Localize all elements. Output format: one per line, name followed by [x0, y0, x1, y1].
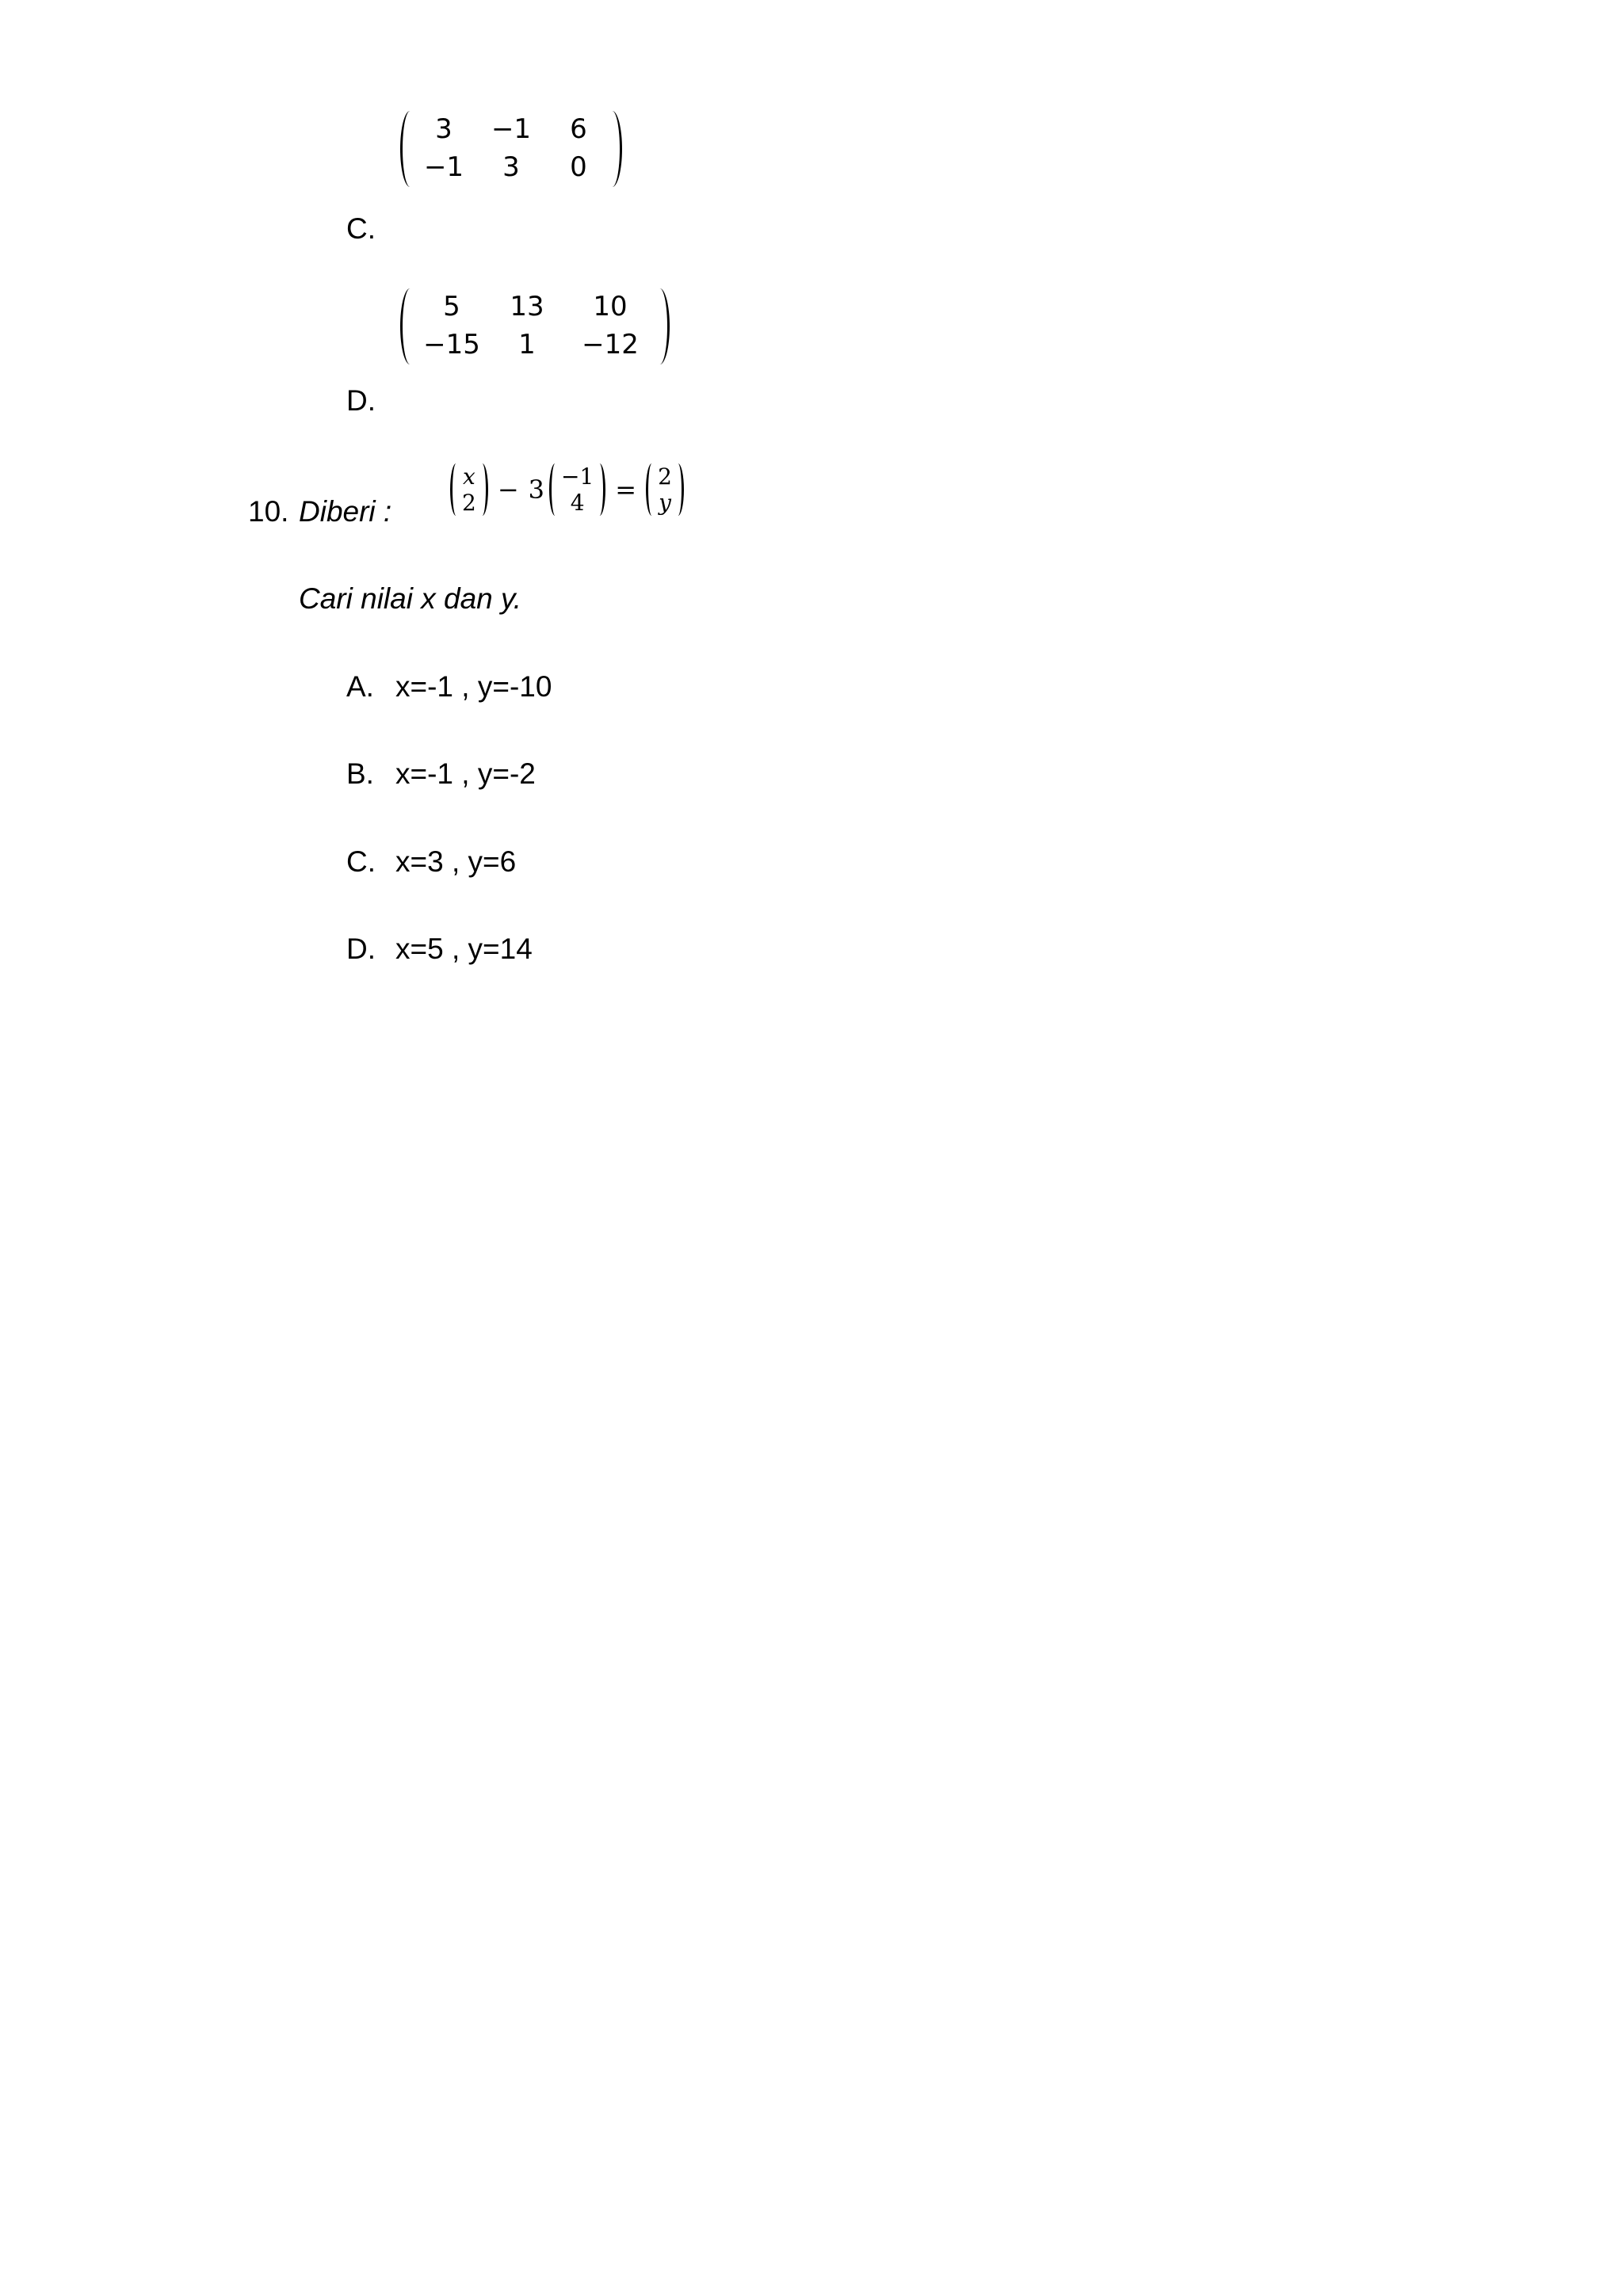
matrix-cell: 3	[435, 113, 453, 145]
minus-sign: −	[497, 475, 519, 505]
matrix-cell: 6	[570, 113, 587, 145]
vector-entry: x	[463, 463, 475, 490]
answer-option-c[interactable]	[346, 845, 517, 879]
option-letter: C.	[346, 845, 376, 878]
vector-x-2	[450, 463, 488, 516]
matrix-cell: −15	[423, 329, 480, 360]
vector-2-y	[646, 463, 684, 516]
right-paren	[476, 463, 488, 516]
matrix-cell: 5	[443, 291, 460, 322]
matrix-option-d	[400, 288, 670, 364]
left-paren	[549, 463, 561, 516]
right-paren	[594, 463, 605, 516]
option-d-letter: D.	[346, 384, 376, 417]
answer-option-b[interactable]	[346, 757, 536, 791]
vector-entry: −1	[561, 463, 594, 490]
vector-entry: 4	[570, 490, 585, 516]
vector-equation	[450, 462, 684, 517]
right-paren	[672, 463, 684, 516]
matrix-cell: 0	[570, 151, 587, 183]
left-paren	[400, 111, 420, 187]
option-text: x=-1 , y=-2	[395, 757, 536, 790]
option-letter: B.	[346, 757, 374, 790]
matrix-grid	[420, 111, 602, 187]
matrix-cell: 1	[518, 329, 536, 360]
option-letter: A.	[346, 670, 374, 703]
option-text: x=3 , y=6	[395, 845, 517, 878]
matrix-cell: 3	[502, 151, 520, 183]
question-prompt: Cari nilai x dan y.	[299, 582, 522, 615]
scalar-coefficient: 3	[528, 475, 544, 505]
matrix-cell: −1	[491, 113, 532, 145]
right-paren	[650, 288, 670, 364]
matrix-cell: 10	[593, 291, 628, 322]
vector-entry: 2	[658, 463, 672, 490]
vector-neg1-4	[549, 463, 605, 516]
question-given: Diberi :	[299, 495, 392, 528]
vector-entry: 2	[462, 490, 476, 516]
option-letter: D.	[346, 933, 376, 965]
option-c-letter: C.	[346, 212, 376, 245]
left-paren	[646, 463, 658, 516]
left-paren	[400, 288, 420, 364]
question-number: 10.	[248, 495, 289, 528]
matrix-cell: −1	[423, 151, 464, 183]
vector-entry: y	[659, 490, 671, 516]
matrix-option-c	[400, 111, 622, 187]
right-paren	[602, 111, 622, 187]
matrix-grid	[420, 288, 650, 364]
matrix-cell: −12	[582, 329, 639, 360]
option-text: x=-1 , y=-10	[395, 670, 552, 703]
option-text: x=5 , y=14	[395, 933, 533, 965]
answer-option-d[interactable]	[346, 932, 533, 967]
equals-sign: =	[615, 475, 637, 505]
answer-option-a[interactable]	[346, 669, 552, 704]
matrix-cell: 13	[510, 291, 544, 322]
left-paren	[450, 463, 462, 516]
